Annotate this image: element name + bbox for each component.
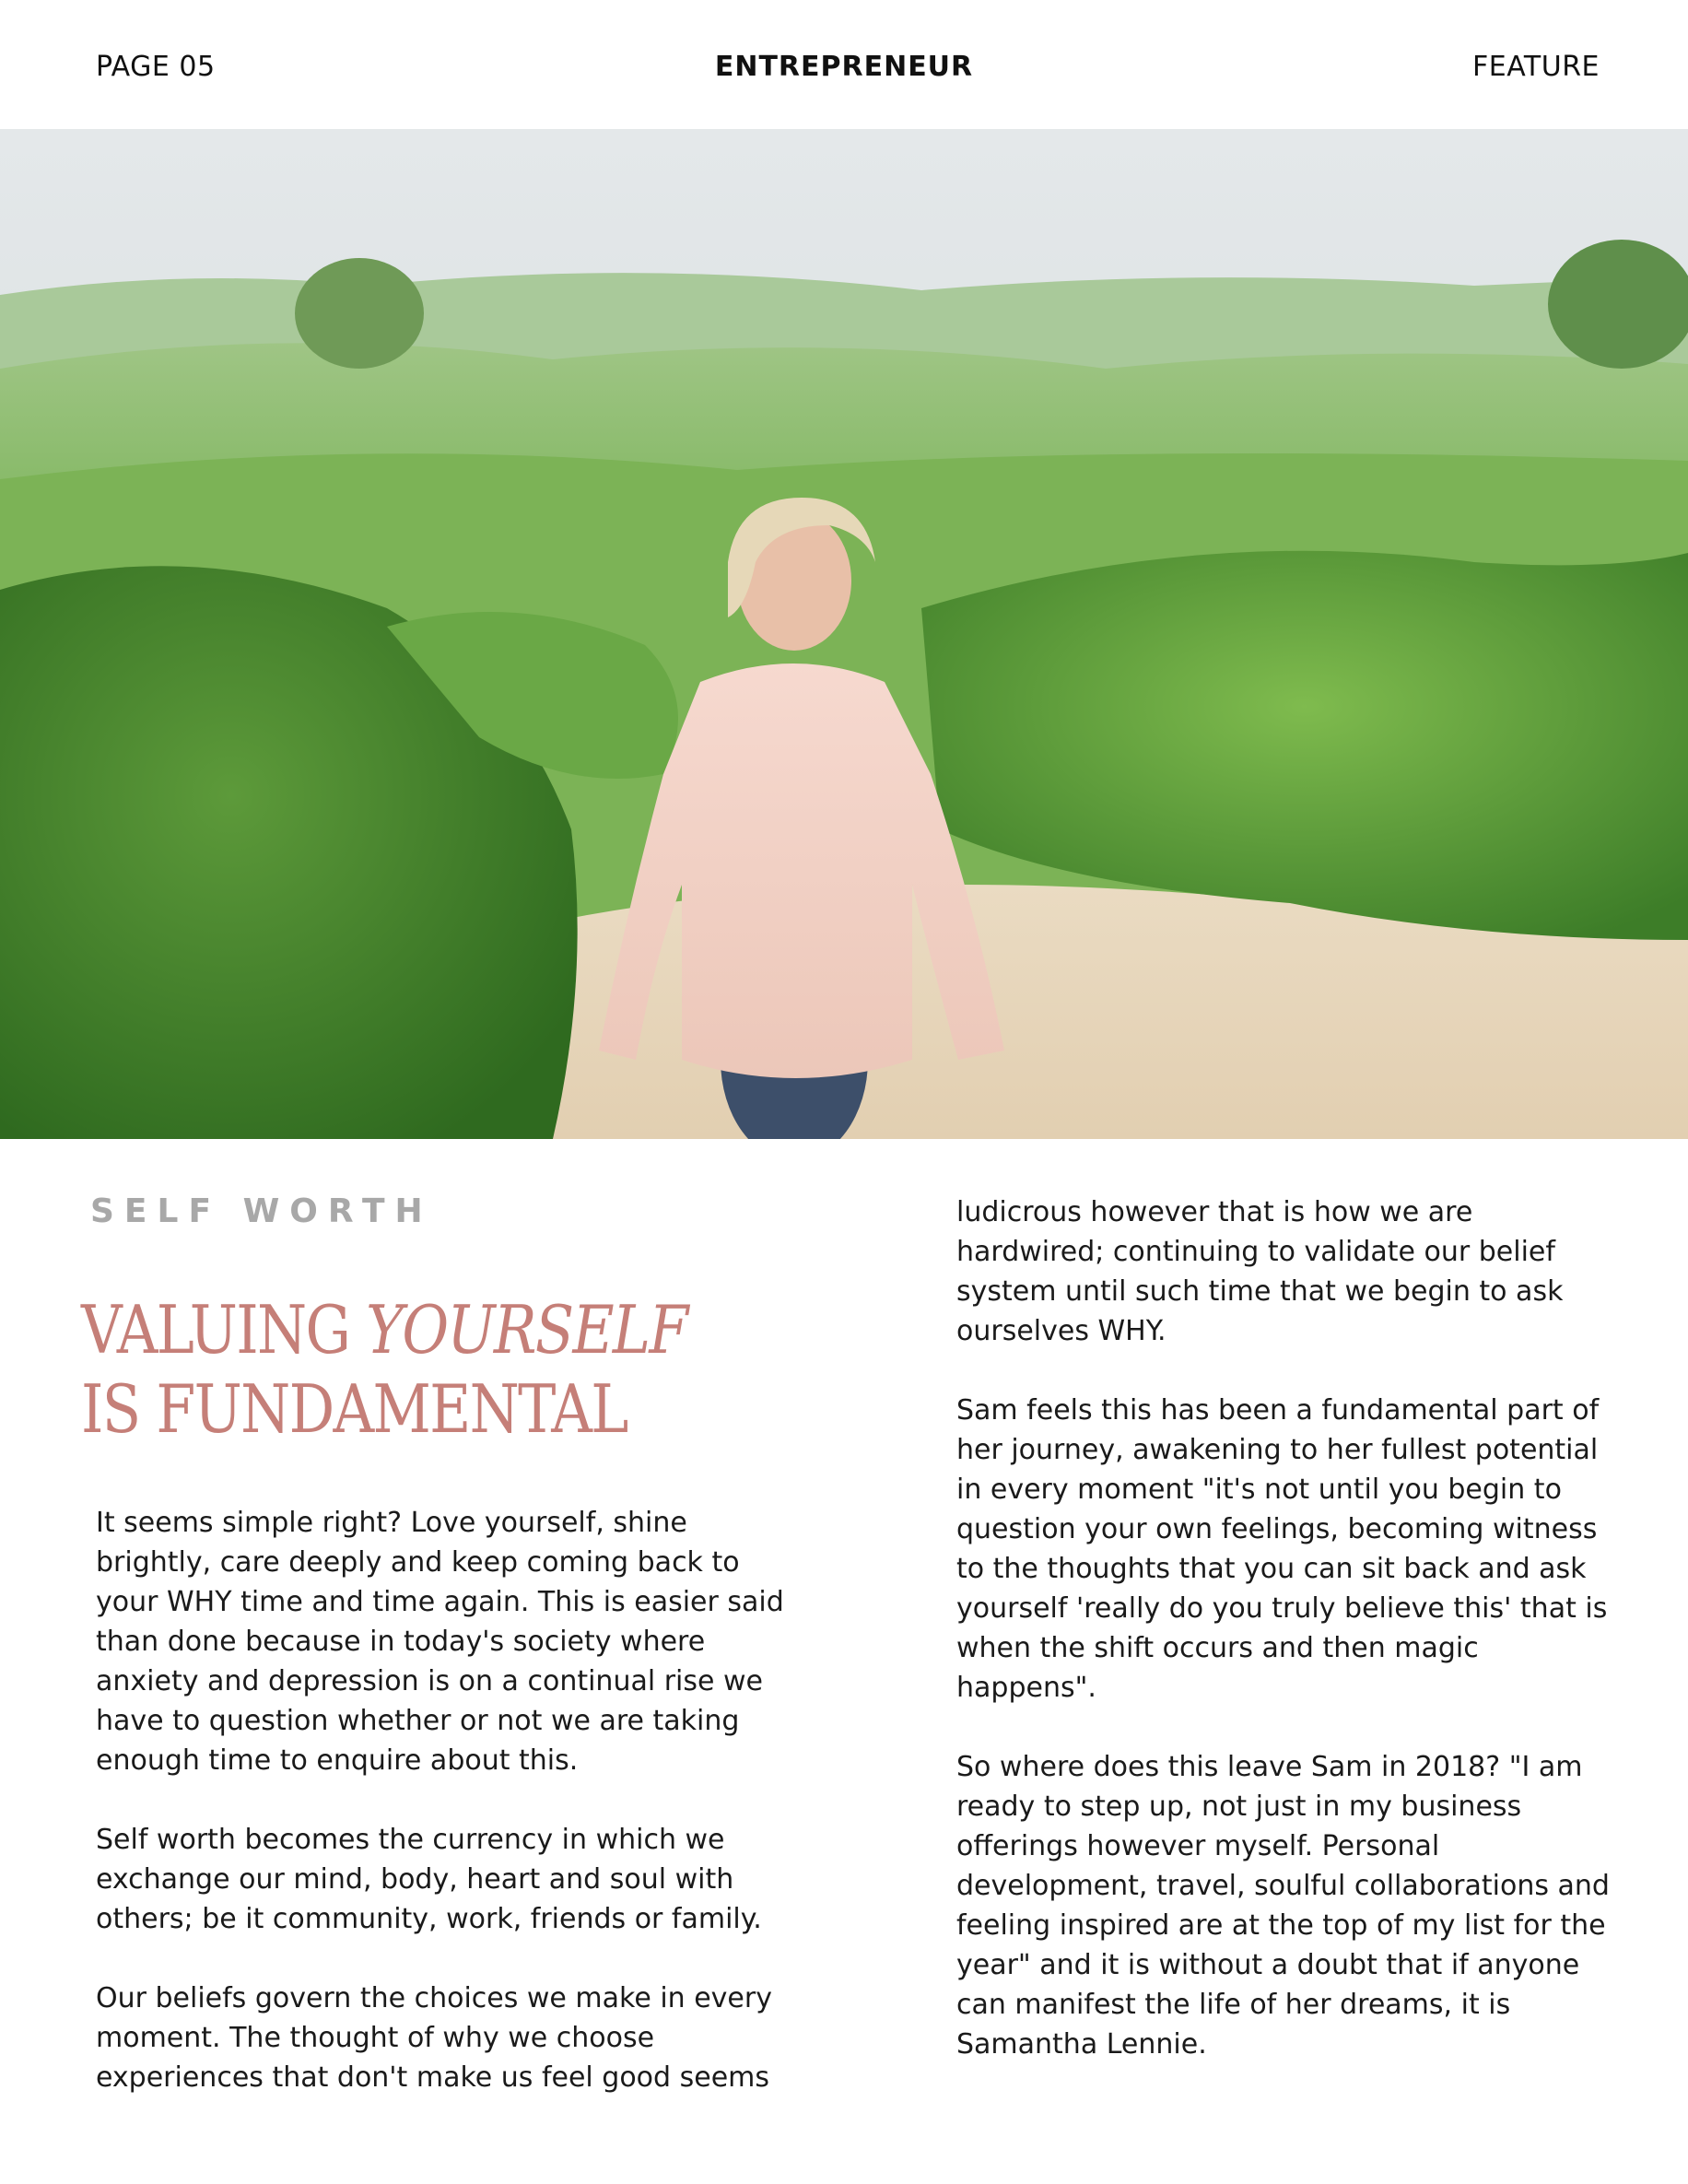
headline-emphasis: YOURSELF	[366, 1291, 687, 1368]
hero-photo	[0, 129, 1688, 1139]
article-column-left	[96, 1503, 796, 2137]
paragraph: So where does this leave Sam in 2018? "I am ready to step up, not just in my business offerings however myself. Personal development, travel, soulful collaborations and feeling inspired are at the top of my list for the year" and it is without a doubt that if anyone can manifest the life of her dreams, it is Samantha Lennie.	[956, 1751, 1610, 2061]
paragraph: ludicrous however that is how we are hardwired; continuing to validate our belief system until such time that we begin to ask ourselves WHY.	[956, 1196, 1564, 1347]
page-number: PAGE 05	[96, 51, 216, 83]
photo-illustration	[0, 129, 1688, 1139]
headline-line-1-start: VALUING	[81, 1291, 367, 1368]
paragraph: Our beliefs govern the choices we make in every moment. The thought of why we choose experiences that don't make us feel good seems	[96, 1982, 772, 2094]
page-header	[0, 0, 1688, 129]
paragraph: It seems simple right? Love yourself, shine brightly, care deeply and keep coming back to your WHY time and time again. This is easier said than done because in today's society where anxiety and depression is on a continual rise we have to question whether or not we are taking enough time to enquire about this.	[96, 1507, 784, 1777]
category-label: FEATURE	[1472, 51, 1600, 83]
article-headline	[81, 1290, 763, 1449]
headline-line-1	[81, 1290, 763, 1369]
paragraph: Self worth becomes the currency in which we exchange our mind, body, heart and soul with others; be it community, work, friends or family.	[96, 1824, 762, 1935]
section-title: ENTREPRENEUR	[714, 51, 974, 83]
headline-line-2: IS FUNDAMENTAL	[81, 1370, 627, 1448]
paragraph: Sam feels this has been a fundamental part of her journey, awakening to her fullest potential in every moment "it's not until you begin to question your own feelings, becoming witness to the thoughts that you can sit back and ask yourself 'really do you truly believe this' that is when the shift occurs and then magic happens".	[956, 1394, 1608, 1704]
article-kicker: SELF WORTH	[90, 1192, 433, 1230]
article-column-right	[956, 1192, 1620, 2104]
